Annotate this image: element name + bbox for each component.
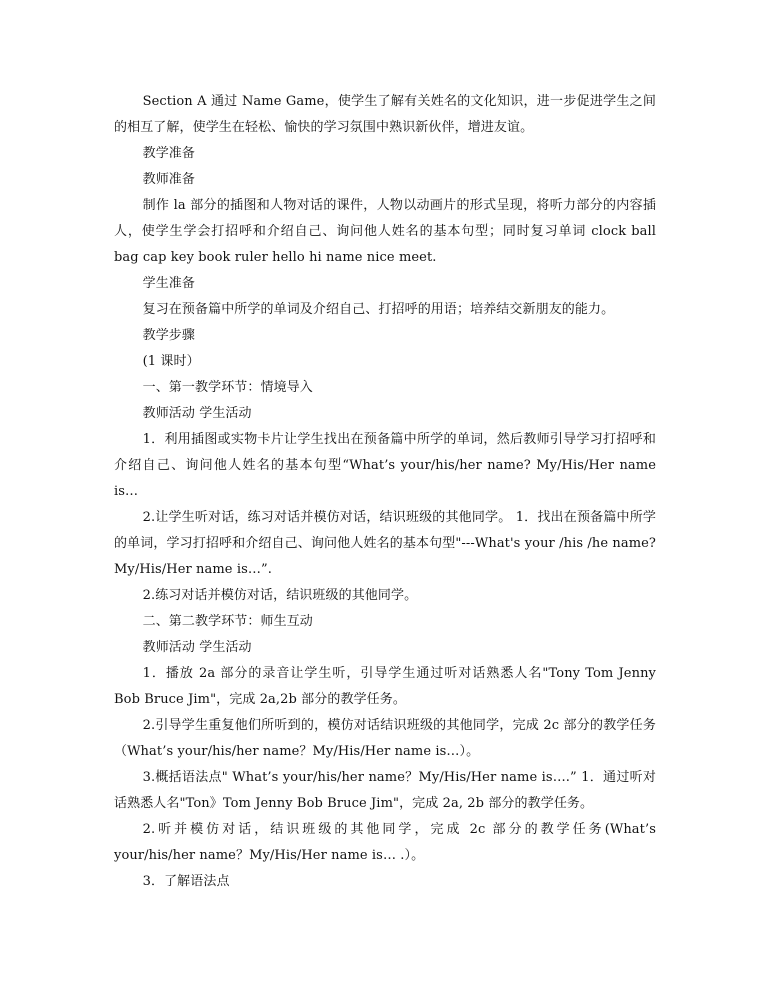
heading-teacher-preparation: 教师准备 (142, 172, 195, 187)
student-preparation-paragraph: 复习在预备篇中所学的单词及介绍自己、打招呼的用语；培养结交新朋友的能力。 (142, 302, 615, 317)
heading-student-preparation: 学生准备 (142, 276, 195, 291)
heading-section-one: 一、第一教学环节：情境导入 (142, 380, 313, 395)
teacher-preparation-paragraph: 制作 la 部分的插图和人物对话的课件，人物以动画片的形式呈现，将听力部分的内容插人，使学生学会打招呼和介绍自己、询问他人姓名的基本句型；同时复习单词 clock ball bag cap key book ruler hello hi name nice meet. (114, 198, 656, 265)
section-two-step-one: 1．播放 2a 部分的录音让学生听，引导学生通过听对话熟悉人名"Tony Tom Jenny Bob Bruce Jim"，完成 2a,2b 部分的教学任务。 (114, 666, 656, 707)
section-two-step-two: 2.引导学生重复他们所听到的，模仿对话结识班级的其他同学，完成 2c 部分的教学任务（What’s your/his/her name？My/His/Her name is…）。 (114, 718, 656, 759)
heading-teaching-preparation: 教学准备 (142, 146, 195, 161)
section-two-step-three: 3.概括语法点" What’s your/his/her name？My/His/Her name is….” 1．通过听对话熟悉人名"Ton》Tom Jenny Bob Bruce Jim"，完成 2a, 2b 部分的教学任务。 (114, 770, 656, 811)
activity-columns-label: 教师活动 学生活动 (142, 406, 252, 421)
intro-paragraph: Section A 通过 Name Game，使学生了解有关姓名的文化知识，进一步促进学生之间的相互了解，使学生在轻松、愉快的学习氛围中熟识新伙伴，增进友谊。 (114, 94, 656, 135)
student-practice-paragraph: 2.练习对话并模仿对话，结识班级的其他同学。 (142, 588, 418, 603)
step-two-paragraph: 2.让学生听对话，练习对话并模仿对话，结识班级的其他同学。 1．找出在预备篇中所学的单词，学习打招呼和介绍自己、询问他人姓名的基本句型"---What's your /his /he name? My/His/Her name is…”. (114, 510, 656, 577)
step-one-paragraph: 1．利用插图或实物卡片让学生找出在预备篇中所学的单词，然后教师引导学习打招呼和介绍自己、询问他人姓名的基本句型“What’s your/his/her name? My/His/Her name is… (114, 432, 656, 499)
section-two-student-step-two: 2.听并模仿对话，结识班级的其他同学，完成 2c 部分的教学任务(What’s your/his/her name？My/His/Her name is… .）。 (114, 822, 656, 863)
lesson-count: (1 课时） (142, 354, 200, 369)
activity-columns-label-2: 教师活动 学生活动 (142, 640, 252, 655)
heading-section-two: 二、第二教学环节：师生互动 (142, 614, 313, 629)
heading-teaching-steps: 教学步骤 (142, 328, 195, 343)
section-two-student-step-three: 3．了解语法点 (142, 874, 230, 889)
